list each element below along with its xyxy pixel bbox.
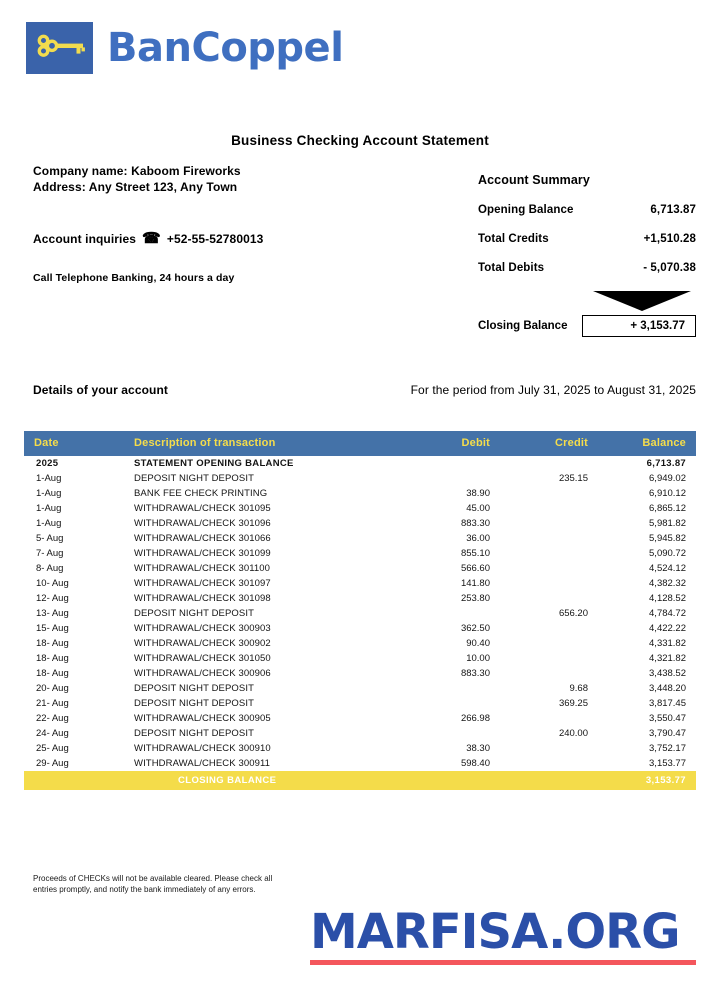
cell-credit — [512, 756, 610, 771]
account-inquiries — [33, 231, 263, 246]
cell-debit — [410, 681, 512, 696]
down-triangle-icon — [593, 291, 691, 311]
cell-description: WITHDRAWAL/CHECK 300906 — [134, 668, 271, 679]
cell-balance: 3,550.47 — [649, 713, 686, 724]
company-name-line: Company name: Kaboom Fireworks — [33, 164, 241, 178]
cell-credit — [512, 531, 610, 546]
company-address-line: Address: Any Street 123, Any Town — [33, 180, 238, 194]
cell-credit — [512, 621, 610, 636]
summary-row-total-debits — [478, 262, 696, 274]
cell-date: 24- Aug — [36, 728, 69, 739]
table-row — [24, 711, 696, 726]
cell-date: 18- Aug — [36, 638, 69, 649]
cell-credit — [512, 561, 610, 576]
table-row — [24, 741, 696, 756]
statement-period: For the period from July 31, 2025 to August 31, 2025 — [410, 383, 696, 397]
cell-balance: 4,524.12 — [649, 563, 686, 574]
cell-credit — [512, 501, 610, 516]
logo-badge — [26, 22, 93, 74]
cell-date: 5- Aug — [36, 533, 64, 544]
table-row — [24, 621, 696, 636]
cell-description: WITHDRAWAL/CHECK 301100 — [134, 563, 271, 574]
column-header-debit: Debit — [410, 431, 512, 456]
table-header — [24, 431, 696, 456]
cell-date: 20- Aug — [36, 683, 69, 694]
cell-description: WITHDRAWAL/CHECK 300903 — [134, 623, 271, 634]
cell-debit: 253.80 — [460, 593, 490, 604]
cell-credit — [512, 651, 610, 666]
table-row — [24, 591, 696, 606]
table-row — [24, 696, 696, 711]
cell-date: 10- Aug — [36, 578, 69, 589]
table-row — [24, 726, 696, 741]
cell-balance: 5,981.82 — [649, 518, 686, 529]
column-header-date: Date — [24, 431, 122, 456]
cell-debit: 362.50 — [460, 623, 490, 634]
cell-balance: 6,713.87 — [646, 458, 686, 469]
cell-credit: 9.68 — [569, 683, 588, 694]
cell-balance: 3,153.77 — [610, 771, 696, 790]
table-row — [24, 576, 696, 591]
cell-balance: 5,090.72 — [649, 548, 686, 559]
cell-date: 13- Aug — [36, 608, 69, 619]
cell-description: WITHDRAWAL/CHECK 301095 — [134, 503, 271, 514]
summary-label-opening-balance: Opening Balance — [478, 204, 574, 216]
table-row — [24, 636, 696, 651]
table-row — [24, 681, 696, 696]
table-row — [24, 561, 696, 576]
table-row — [24, 756, 696, 771]
cell-date: 18- Aug — [36, 668, 69, 679]
watermark — [310, 904, 696, 965]
cell-debit — [410, 471, 512, 486]
cell-date: 25- Aug — [36, 743, 69, 754]
banking-hours-note: Call Telephone Banking, 24 hours a day — [33, 272, 235, 284]
cell-date: 1-Aug — [36, 488, 62, 499]
transactions-table — [24, 431, 696, 790]
cell-description: DEPOSIT NIGHT DEPOSIT — [134, 683, 254, 694]
cell-description: CLOSING BALANCE — [122, 771, 410, 790]
cell-debit: 90.40 — [466, 638, 490, 649]
cell-balance: 4,382.32 — [649, 578, 686, 589]
cell-date: 1-Aug — [36, 518, 62, 529]
table-row — [24, 501, 696, 516]
cell-debit: 566.60 — [460, 563, 490, 574]
cell-credit — [512, 666, 610, 681]
cell-debit: 598.40 — [460, 758, 490, 769]
cell-balance: 3,752.17 — [649, 743, 686, 754]
cell-description: WITHDRAWAL/CHECK 301098 — [134, 593, 271, 604]
cell-balance: 3,153.77 — [649, 758, 686, 769]
cell-debit: 10.00 — [466, 653, 490, 664]
arrow-container — [478, 291, 696, 311]
table-row — [24, 471, 696, 486]
cell-balance: 5,945.82 — [649, 533, 686, 544]
table-row — [24, 666, 696, 681]
cell-debit: 38.90 — [466, 488, 490, 499]
summary-label-closing-balance: Closing Balance — [478, 320, 568, 332]
summary-value-total-credits: +1,510.28 — [643, 233, 696, 245]
column-header-description: Description of transaction — [122, 431, 410, 456]
cell-credit — [512, 576, 610, 591]
brand-logo — [26, 22, 343, 74]
cell-credit — [512, 516, 610, 531]
cell-description: WITHDRAWAL/CHECK 301050 — [134, 653, 271, 664]
cell-debit: 855.10 — [460, 548, 490, 559]
cell-date: 8- Aug — [36, 563, 64, 574]
cell-description: STATEMENT OPENING BALANCE — [134, 458, 294, 469]
cell-date: 12- Aug — [36, 593, 69, 604]
cell-description: WITHDRAWAL/CHECK 300911 — [134, 758, 271, 769]
cell-credit — [512, 591, 610, 606]
cell-date: 18- Aug — [36, 653, 69, 664]
cell-date: 15- Aug — [36, 623, 69, 634]
cell-debit: 38.30 — [466, 743, 490, 754]
cell-balance: 6,949.02 — [649, 473, 686, 484]
cell-description: WITHDRAWAL/CHECK 301099 — [134, 548, 271, 559]
summary-label-total-debits: Total Debits — [478, 262, 545, 274]
cell-balance: 3,790.47 — [649, 728, 686, 739]
cell-date: 21- Aug — [36, 698, 69, 709]
cell-description: WITHDRAWAL/CHECK 300910 — [134, 743, 271, 754]
summary-label-total-credits: Total Credits — [478, 233, 549, 245]
cell-credit — [512, 771, 610, 790]
cell-date: 7- Aug — [36, 548, 64, 559]
cell-description: WITHDRAWAL/CHECK 300902 — [134, 638, 271, 649]
cell-balance: 6,910.12 — [649, 488, 686, 499]
table-row-opening — [24, 456, 696, 471]
cell-debit: 883.30 — [460, 518, 490, 529]
cell-description: BANK FEE CHECK PRINTING — [134, 488, 268, 499]
customer-details — [33, 163, 241, 195]
cell-description: DEPOSIT NIGHT DEPOSIT — [134, 608, 254, 619]
cell-credit — [512, 741, 610, 756]
cell-description: WITHDRAWAL/CHECK 301066 — [134, 533, 271, 544]
summary-row-closing-balance — [478, 315, 696, 337]
cell-description: DEPOSIT NIGHT DEPOSIT — [134, 728, 254, 739]
cell-debit: 45.00 — [466, 503, 490, 514]
cell-description: WITHDRAWAL/CHECK 301097 — [134, 578, 271, 589]
cell-balance: 4,128.52 — [649, 593, 686, 604]
brand-wordmark: BanCoppel — [107, 25, 344, 71]
watermark-underline — [310, 960, 696, 965]
watermark-text: MARFISA.ORG — [310, 904, 680, 960]
column-header-balance: Balance — [610, 431, 696, 456]
cell-debit: 883.30 — [460, 668, 490, 679]
table-row — [24, 516, 696, 531]
column-header-credit: Credit — [512, 431, 610, 456]
table-header-row — [24, 431, 696, 456]
cell-credit — [512, 711, 610, 726]
cell-balance: 4,422.22 — [649, 623, 686, 634]
cell-balance: 3,438.52 — [649, 668, 686, 679]
cell-debit — [410, 606, 512, 621]
cell-credit — [512, 456, 610, 471]
cell-debit: 266.98 — [460, 713, 490, 724]
cell-balance: 4,331.82 — [649, 638, 686, 649]
cell-date — [24, 771, 122, 790]
account-summary-title: Account Summary — [478, 173, 590, 187]
cell-debit — [410, 456, 512, 471]
cell-date: 29- Aug — [36, 758, 69, 769]
table-row — [24, 651, 696, 666]
table-body — [24, 456, 696, 790]
cell-description: WITHDRAWAL/CHECK 300905 — [134, 713, 271, 724]
phone-number: +52-55-52780013 — [166, 231, 264, 246]
cell-date: 2025 — [36, 458, 59, 469]
cell-date: 22- Aug — [36, 713, 69, 724]
key-icon — [34, 33, 86, 64]
cell-balance: 4,321.82 — [649, 653, 686, 664]
table-row — [24, 546, 696, 561]
table-row — [24, 531, 696, 546]
summary-row-total-credits — [478, 233, 696, 245]
cell-date: 1-Aug — [36, 503, 62, 514]
cell-credit — [512, 486, 610, 501]
details-heading: Details of your account — [33, 383, 168, 397]
cell-balance: 4,784.72 — [649, 608, 686, 619]
summary-row-opening-balance — [478, 204, 696, 216]
cell-description: DEPOSIT NIGHT DEPOSIT — [134, 698, 254, 709]
cell-credit: 369.25 — [558, 698, 588, 709]
cell-credit: 235.15 — [558, 473, 588, 484]
summary-value-total-debits: - 5,070.38 — [643, 262, 696, 274]
cell-description: WITHDRAWAL/CHECK 301096 — [134, 518, 271, 529]
account-inquiries-label: Account inquiries — [33, 231, 137, 246]
cell-date: 1-Aug — [36, 473, 62, 484]
telephone-icon: ☎ — [142, 230, 161, 247]
cell-debit — [410, 696, 512, 711]
summary-value-closing-balance: + 3,153.77 — [582, 315, 696, 337]
cell-balance: 6,865.12 — [649, 503, 686, 514]
cell-credit: 656.20 — [558, 608, 588, 619]
summary-value-opening-balance: 6,713.87 — [650, 204, 696, 216]
cell-debit: 141.80 — [460, 578, 490, 589]
page-title: Business Checking Account Statement — [231, 133, 489, 148]
footer-disclaimer: Proceeds of CHECKs will not be available cleared. Please check all entries promptly, and notify the bank immediately of any errors. — [33, 874, 273, 894]
cell-debit: 36.00 — [466, 533, 490, 544]
cell-debit — [410, 726, 512, 741]
table-row — [24, 606, 696, 621]
cell-description: DEPOSIT NIGHT DEPOSIT — [134, 473, 254, 484]
cell-credit — [512, 546, 610, 561]
account-summary-panel — [478, 173, 696, 337]
table-row — [24, 486, 696, 501]
cell-credit: 240.00 — [558, 728, 588, 739]
cell-debit — [410, 771, 512, 790]
cell-credit — [512, 636, 610, 651]
cell-balance: 3,817.45 — [649, 698, 686, 709]
cell-balance: 3,448.20 — [649, 683, 686, 694]
table-row-closing — [24, 771, 696, 790]
